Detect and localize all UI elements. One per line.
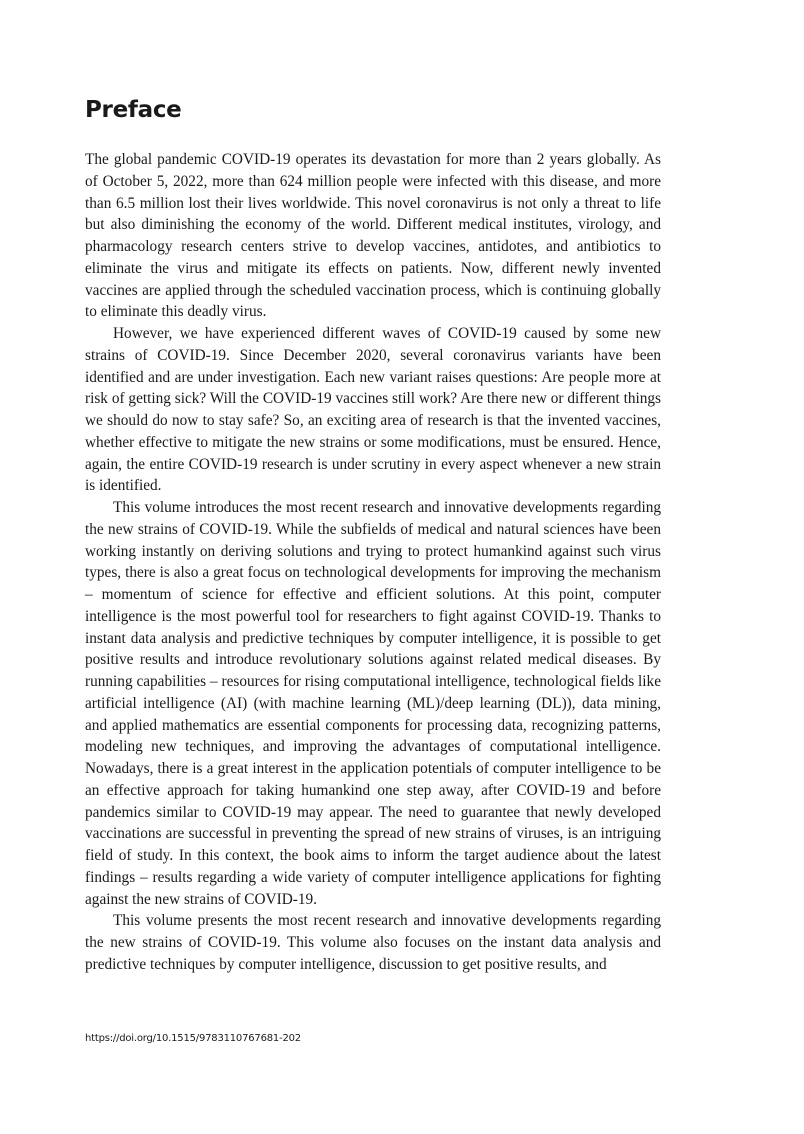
paragraph-3: This volume introduces the most recent research and innovative developments regarding the new strains of COVID-19. While the subfields of medical and natural sciences have been working instantly on deriving solutions and trying to protect humankind against such virus types, there is also a great focus on technological developments for improving the mechanism – momentum of science for effective and efficient solutions. At this point, computer intelligence is the most powerful tool for researchers to fight against COVID-19. Thanks to instant data analysis and predictive techniques by computer intelligence, it is possible to get positive results and introduce revolutionary solutions against related medical diseases. By running capabilities – resources for rising computational intelligence, technological fields like artificial intelligence (AI) (with machine learning (ML)/deep learning (DL)), data mining, and applied mathematics are essential components for processing data, recognizing patterns, modeling new techniques, and improving the advantages of computational intelligence. Nowadays, there is a great interest in the application potentials of computer intelligence to be an effective approach for taking humankind one step away, after COVID-19 and before pandemics similar to COVID-19 may appear. The need to guarantee that newly developed vaccinations are successful in preventing the spread of new strains of viruses, is an intriguing field of study. In this context, the book aims to inform the target audience about the latest findings – results regarding a wide variety of computer intelligence applications for fighting against the new strains of COVID-19. xyxy=(85,499,661,908)
doi-footer: https://doi.org/10.1515/9783110767681-202 xyxy=(85,1033,301,1044)
paragraph-1: The global pandemic COVID-19 operates its devastation for more than 2 years globally. As of October 5, 2022, more than 624 million people were infected with this disease, and more than 6.5 million lost their lives worldwide. This novel coronavirus is not only a threat to life but also diminishing the economy of the world. Different medical institutes, virology, and pharmacology research centers strive to develop vaccines, antidotes, and antibiotics to eliminate the virus and mitigate its effects on patients. Now, different newly invented vaccines are applied through the scheduled vaccination process, which is continuing globally to eliminate this deadly virus. xyxy=(85,151,661,321)
paragraph-2: However, we have experienced different waves of COVID-19 caused by some new strains of COVID-19. Since December 2020, several coronavirus variants have been identified and are under investigation. Each new variant raises questions: Are people more at risk of getting sick? Will the COVID-19 vaccines still work? Are there new or different things we should do now to stay safe? So, an exciting area of research is that the invented vaccines, whether effective to mitigate the new strains or some modifications, must be ensured. Hence, again, the entire COVID-19 research is under scrutiny in every aspect whenever a new strain is identified. xyxy=(85,325,661,495)
paragraph-4: This volume presents the most recent research and innovative developments regarding the new strains of COVID-19. This volume also focuses on the instant data analysis and predictive techniques by computer intelligence, discussion to get positive results, and xyxy=(85,912,661,973)
page-title: Preface xyxy=(85,97,182,123)
preface-body xyxy=(85,149,661,976)
